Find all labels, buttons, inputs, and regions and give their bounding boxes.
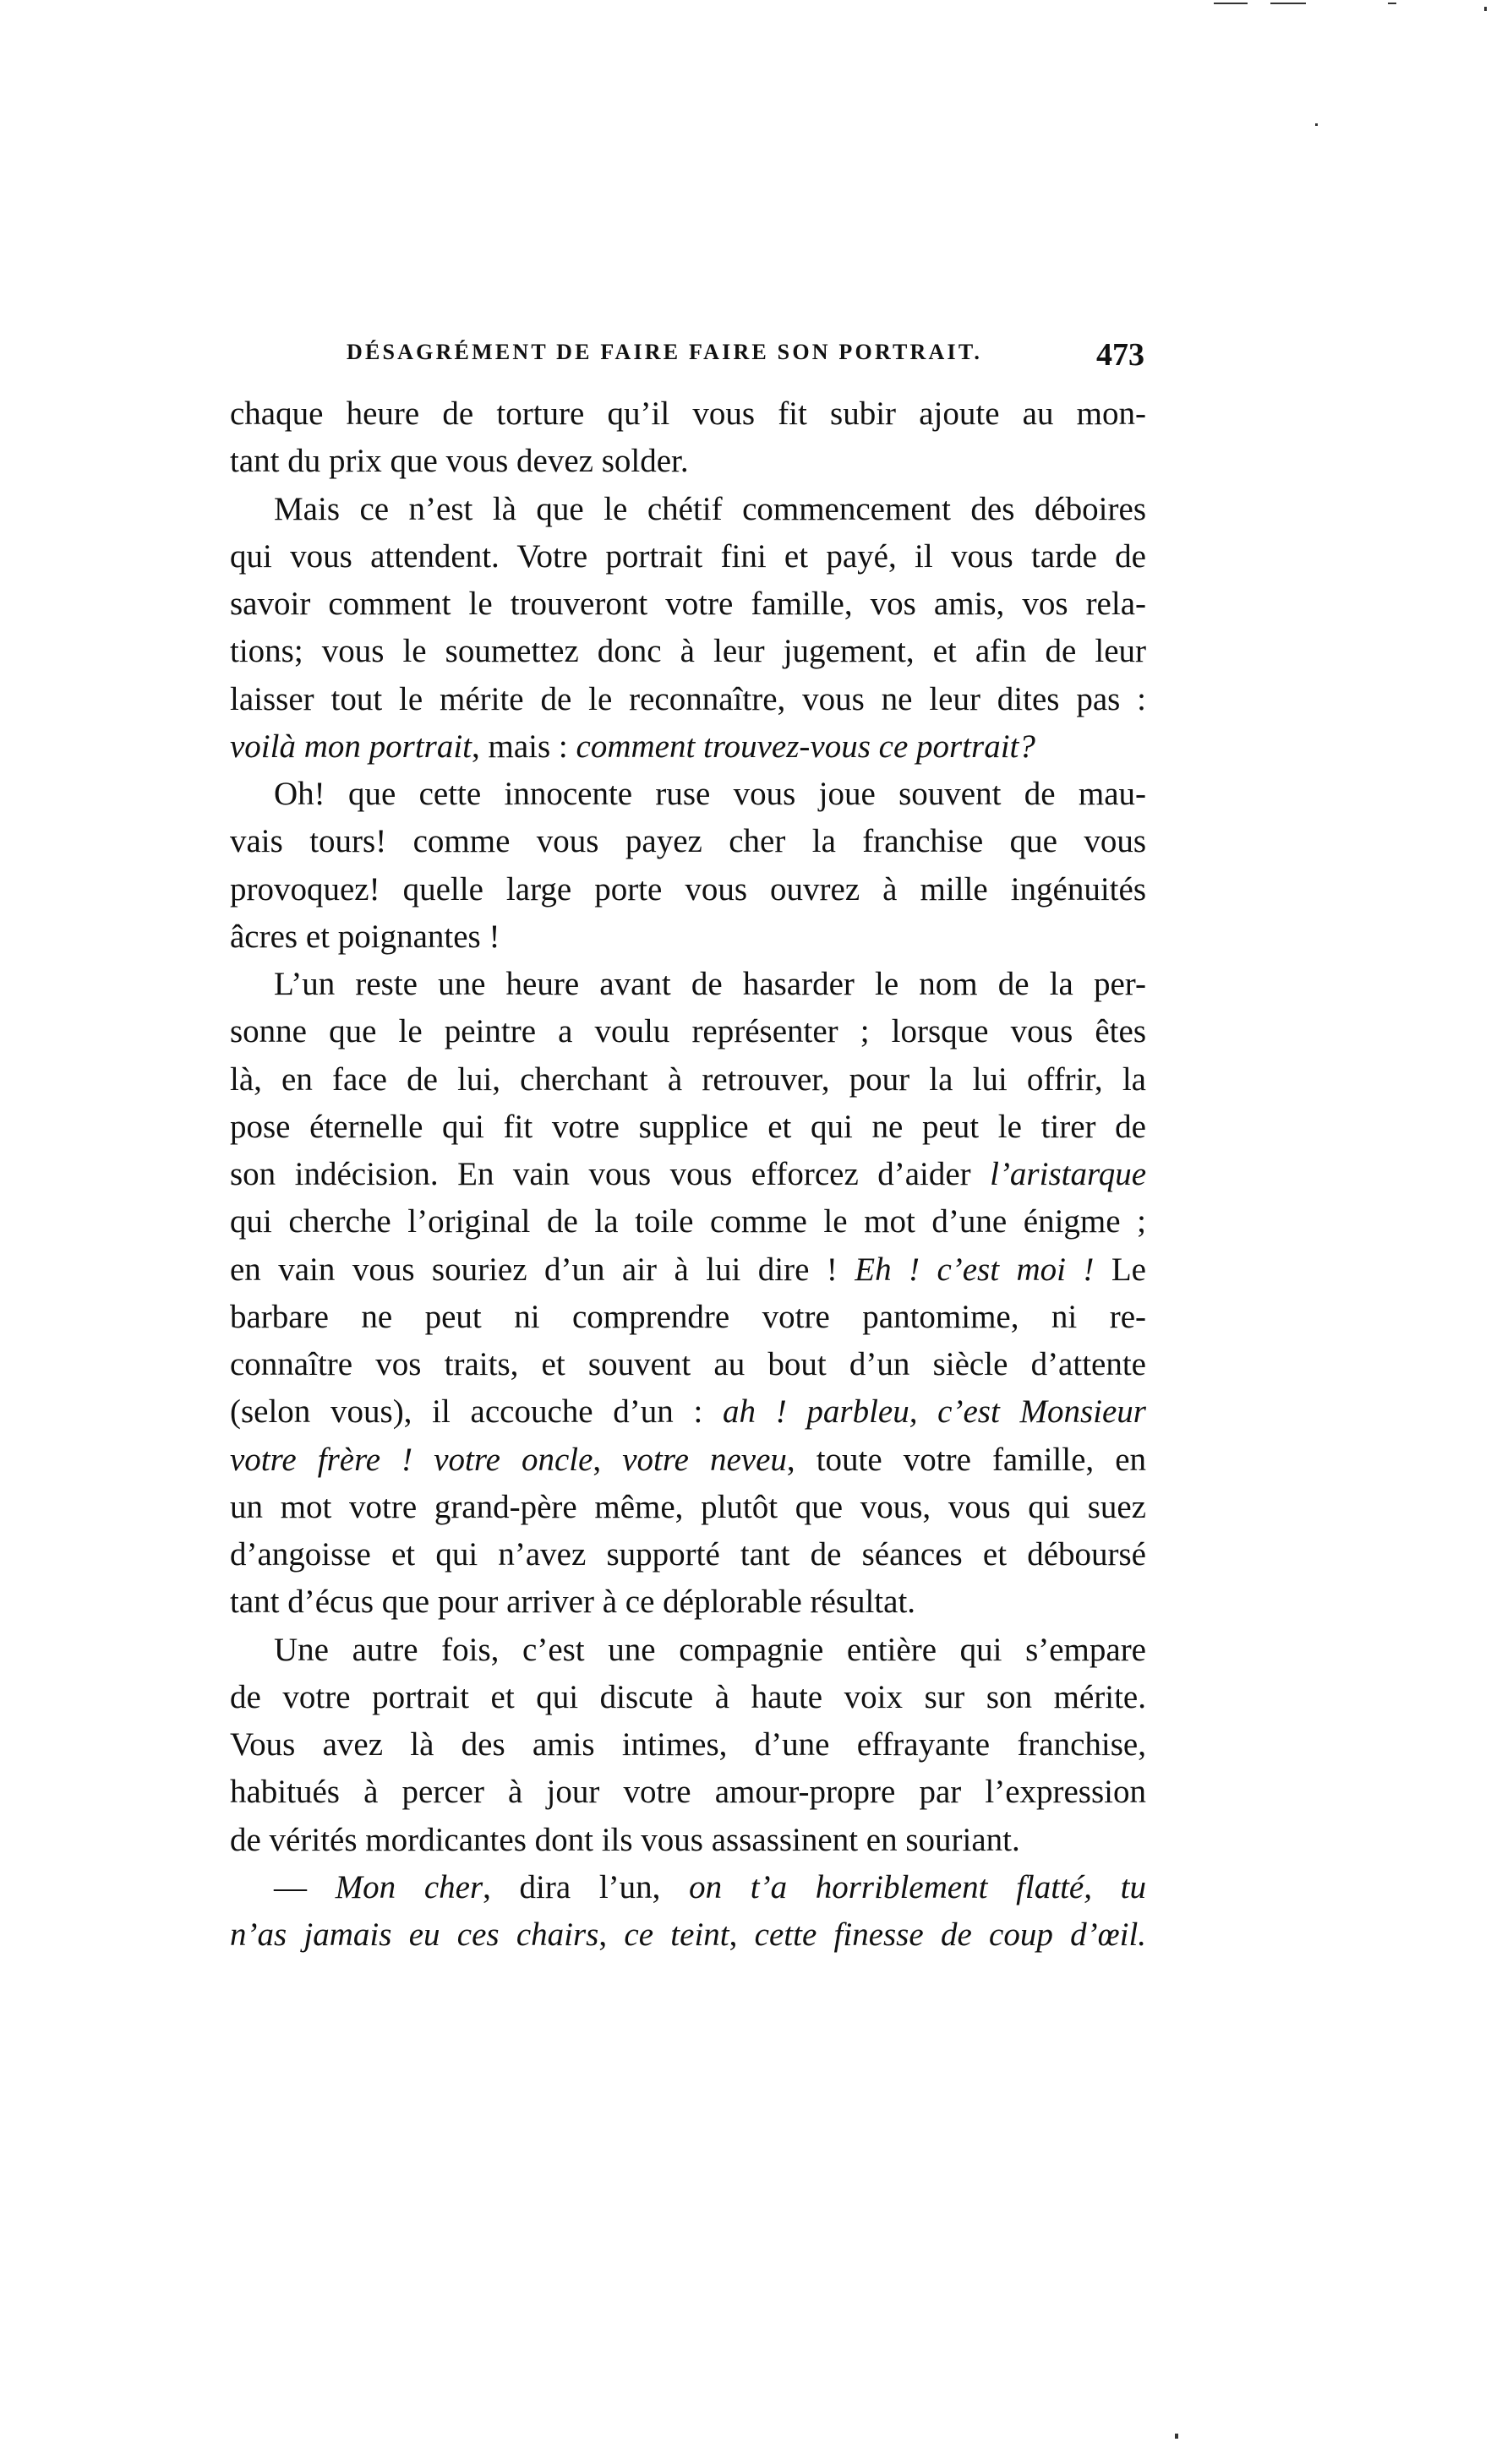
text-line <box>230 1578 1146 1626</box>
text-run: connaître vos traits, et souvent au bout d’un siècle d’attente <box>230 1346 1146 1382</box>
page-number: 473 <box>1096 337 1144 373</box>
text-line <box>230 1104 1146 1151</box>
text-run: vais tours! comme vous payez cher la franchise que vous <box>230 823 1146 860</box>
italic-text: ce teint <box>624 1916 729 1953</box>
italic-text: votre neveu <box>622 1441 787 1478</box>
text-run: tant du prix que vous devez solder. <box>230 443 689 480</box>
text-line <box>230 961 1146 1008</box>
text-line <box>230 1436 1146 1484</box>
italic-text: votre frère ! votre oncle <box>230 1441 593 1478</box>
text-line <box>230 1531 1146 1578</box>
running-title: DÉSAGRÉMENT DE FAIRE FAIRE SON PORTRAIT. <box>347 340 983 364</box>
text-run: Oh! que cette innocente ruse vous joue souvent de mau- <box>274 776 1146 812</box>
text-run: — <box>274 1868 336 1905</box>
text-run: savoir comment le trouveront votre famille, vos amis, vos rela- <box>230 586 1146 622</box>
text-line <box>230 1341 1146 1388</box>
text-run: (selon vous), il accouche d’un : <box>230 1393 723 1431</box>
text-line <box>230 1864 1146 1911</box>
text-line <box>230 1151 1146 1198</box>
text-line <box>230 866 1146 913</box>
text-line <box>230 818 1146 865</box>
italic-text: voilà mon portrait <box>230 728 472 765</box>
italic-text: cette finesse de coup d’œil. <box>754 1916 1147 1953</box>
text-run: L’un reste une heure avant de hasarder le nom de la per- <box>274 966 1146 1002</box>
text-run: laisser tout le mérite de le reconnaître, vous ne leur dites pas : <box>230 680 1146 717</box>
text-run: , dira l’un, <box>483 1868 690 1905</box>
italic-text: n’as jamais eu ces chairs <box>230 1916 599 1953</box>
body-text <box>230 390 1146 1959</box>
text-line <box>230 1769 1146 1816</box>
text-run: là, en face de lui, cherchant à retrouver, pour la lui offrir, la <box>230 1060 1146 1098</box>
text-run: en vain vous souriez d’un air à lui dire ! <box>230 1251 855 1288</box>
text-run: âcres et poignantes ! <box>230 918 500 955</box>
text-line <box>230 1911 1146 1959</box>
text-line <box>230 771 1146 818</box>
italic-text: Mon cher <box>335 1868 483 1905</box>
scan-artifact <box>1315 123 1318 126</box>
italic-text: ah ! parbleu, c’est Monsieur <box>723 1393 1146 1431</box>
text-line <box>230 1294 1146 1341</box>
text-line <box>230 676 1146 723</box>
text-line <box>230 1198 1146 1246</box>
scan-artifact <box>1175 2434 1178 2439</box>
text-line <box>230 533 1146 581</box>
text-line <box>230 1484 1146 1531</box>
text-run: sonne que le peintre a voulu représenter ; lorsque vous êtes <box>230 1013 1146 1050</box>
text-run: son indécision. En vain vous vous efforcez d’aider <box>230 1156 991 1192</box>
italic-text: on t’a horriblement flatté, tu <box>689 1868 1146 1905</box>
text-line <box>230 581 1146 628</box>
text-run: , toute votre famille, en <box>786 1441 1147 1478</box>
text-line <box>230 438 1146 485</box>
text-line <box>230 1627 1146 1674</box>
text-line <box>230 1246 1146 1294</box>
text-line <box>230 390 1146 438</box>
text-run: , <box>598 1916 625 1953</box>
running-header <box>232 336 1146 379</box>
text-run: Le <box>1094 1251 1146 1288</box>
scan-artifact <box>1388 3 1396 4</box>
text-line <box>230 723 1146 771</box>
text-run: pose éternelle qui fit votre supplice et qui ne peut le tirer de <box>230 1108 1146 1145</box>
text-run: chaque heure de torture qu’il vous fit subir ajoute au mon- <box>230 395 1146 432</box>
text-line <box>230 913 1146 961</box>
text-run: un mot votre grand-père même, plutôt que vous, vous qui suez <box>230 1488 1146 1525</box>
text-run: Mais ce n’est là que le chétif commencement des déboires <box>274 490 1146 527</box>
text-line <box>230 486 1146 533</box>
text-run: provoquez! quelle large porte vous ouvrez à mille ingénuités <box>230 870 1146 908</box>
text-run: de votre portrait et qui discute à haute voix sur son mérite. <box>230 1678 1146 1715</box>
text-line <box>230 1674 1146 1721</box>
text-line <box>230 1388 1146 1436</box>
scan-artifact <box>1214 3 1248 4</box>
text-line <box>230 1817 1146 1864</box>
text-run: habitués à percer à jour votre amour-propre par l’expression <box>230 1774 1146 1811</box>
text-run: Une autre fois, c’est une compagnie entière qui s’empare <box>274 1631 1146 1668</box>
text-run: tant d’écus que pour arriver à ce déplorable résultat. <box>230 1584 916 1621</box>
text-line <box>230 628 1146 675</box>
text-run: tions; vous le soumettez donc à leur jugement, et afin de leur <box>230 633 1146 670</box>
text-run: d’angoisse et qui n’avez supporté tant de séances et déboursé <box>230 1536 1146 1573</box>
text-run: barbare ne peut ni comprendre votre pantomime, ni re- <box>230 1298 1146 1335</box>
italic-text: comment trouvez-vous ce portrait? <box>576 728 1035 765</box>
text-run: , <box>729 1916 755 1953</box>
scan-artifact <box>1270 3 1306 4</box>
text-run: qui vous attendent. Votre portrait fini et payé, il vous tarde de <box>230 537 1146 575</box>
text-run: Vous avez là des amis intimes, d’une effrayante franchise, <box>230 1726 1146 1763</box>
text-run: qui cherche l’original de la toile comme le mot d’une énigme ; <box>230 1203 1146 1240</box>
text-line <box>230 1008 1146 1055</box>
text-run: de vérités mordicantes dont ils vous assassinent en souriant. <box>230 1821 1020 1858</box>
text-run: , mais : <box>472 728 576 765</box>
text-line <box>230 1721 1146 1769</box>
italic-text: l’aristarque <box>990 1156 1146 1192</box>
text-run: , <box>593 1441 623 1478</box>
italic-text: Eh ! c’est moi ! <box>855 1251 1095 1288</box>
text-line <box>230 1056 1146 1104</box>
scan-artifact <box>1484 7 1487 11</box>
